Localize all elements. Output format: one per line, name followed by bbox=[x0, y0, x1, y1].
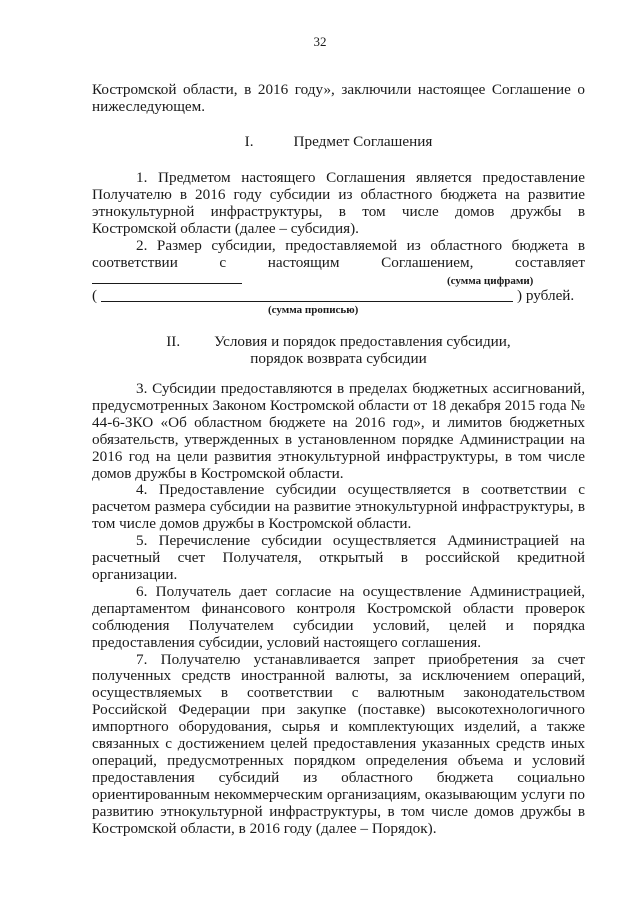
section-2-title-line-1: Условия и порядок предоставления субсидии, bbox=[214, 333, 511, 350]
section-1-heading bbox=[92, 133, 585, 150]
amount-words-open-paren: ( bbox=[92, 287, 98, 304]
paragraph-4: 4. Предоставление субсидии осуществляется в соответствии с расчетом размера субсидии на развитие этнокультурной инфраструктуры, в том числе домов дружбы в Костромской области. bbox=[92, 481, 585, 533]
section-2-title-line-2: порядок возврата субсидии bbox=[250, 350, 427, 367]
section-1-title: Предмет Соглашения bbox=[293, 133, 433, 150]
section-1-number: I. bbox=[244, 133, 254, 150]
section-2-heading bbox=[92, 333, 585, 367]
paragraph-2-text: 2. Размер субсидии, предоставляемой из областного бюджета в соответствии с настоящим Соглашением, составляет bbox=[92, 236, 585, 271]
amount-words-currency: ) рублей. bbox=[517, 287, 575, 304]
paragraph-1: 1. Предметом настоящего Соглашения является предоставление Получателю в 2016 году субсидии из областного бюджета на развитие этнокультурной инфраструктуры, в том числе домов дружбы в Костромской области (далее – субсидия). bbox=[92, 169, 585, 237]
section-1-body bbox=[92, 170, 585, 289]
caption-amount-words: (сумма прописью) bbox=[268, 304, 359, 316]
paragraph-6: 6. Получатель дает согласие на осуществление Администрацией, департаментом финансового контроля Костромской области проверок соблюдения Получателем субсидии условий, целей и порядка предоставления субсидии, условий настоящего соглашения. bbox=[92, 582, 585, 651]
section-2-heading-line-1 bbox=[92, 333, 585, 350]
amount-words-blank bbox=[101, 301, 513, 302]
paragraph-7: 7. Получателю устанавливается запрет приобретения за счет полученных средств иностранной валюты, за исключением операций, осуществляемых в соответствии с валютным законодательством Российской Федерации при закупке (поставке) высокотехнологичного импортного оборудования, сырья и комплектующих изделий, а также связанных с достижением целей предоставления указанных средств иных операций, предусмотренных порядком определения объема и условий предоставления субсидий из областного бюджета социально ориентированным некоммерческим организациям, оказывающим услуги по развитию этнокультурной инфраструктуры, в том числе домов дружбы в Костромской области, в 2016 году (далее – Порядок). bbox=[92, 650, 585, 837]
section-2-body bbox=[92, 381, 585, 837]
caption-amount-digits: (сумма цифрами) bbox=[447, 275, 534, 287]
section-2-number: II. bbox=[166, 333, 181, 350]
amount-digits-blank bbox=[92, 271, 242, 284]
paragraph-5: 5. Перечисление субсидии осуществляется Администрацией на расчетный счет Получателя, открытый в российской кредитной организации. bbox=[92, 532, 585, 583]
amount-words-line bbox=[92, 287, 585, 304]
paragraph-3: 3. Субсидии предоставляются в пределах бюджетных ассигнований, предусмотренных Законом Костромской области от 18 декабря 2015 года № 44-6-ЗКО «Об областном бюджете на 2016 год», и лимитов бюджетных обязательств, утвержденных в установленном порядке Администрации на 2016 год на цели развития этнокультурной инфраструктуры, в том числе домов дружбы в Костромской области. bbox=[92, 380, 585, 482]
intro-paragraph: Костромской области, в 2016 году», заключили настоящее Соглашение о нижеследующем. bbox=[92, 81, 585, 115]
page-number: 32 bbox=[313, 34, 327, 49]
